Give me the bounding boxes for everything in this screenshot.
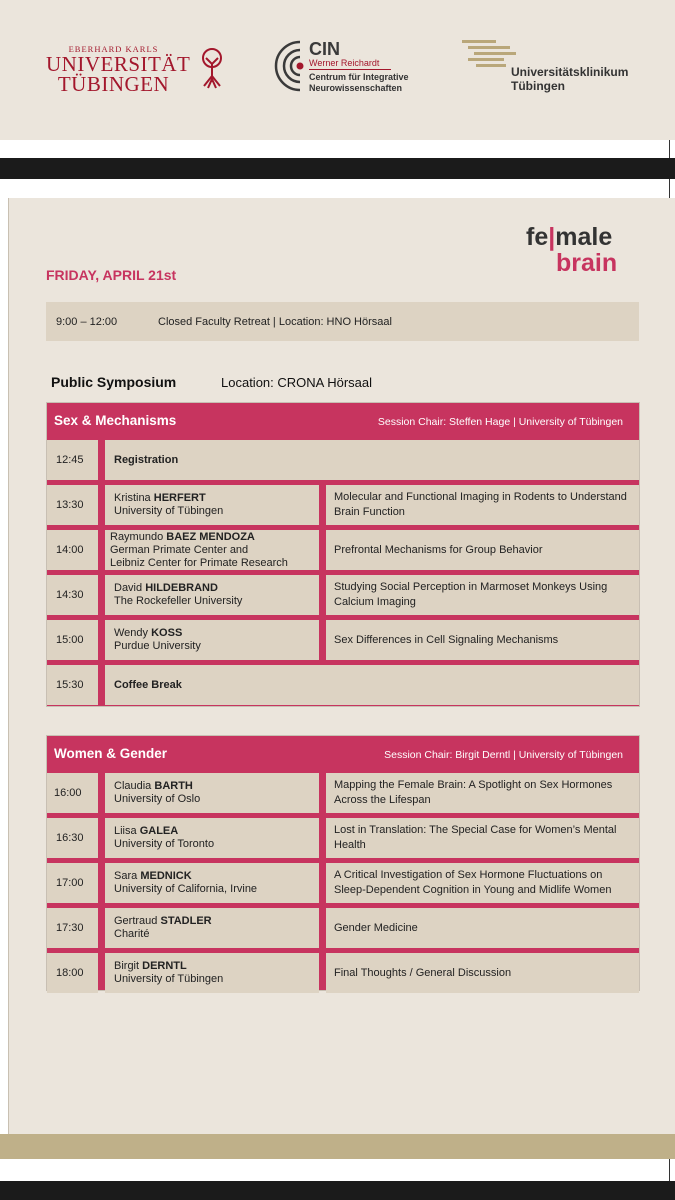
public-symposium-location: Location: CRONA Hörsaal xyxy=(221,375,373,390)
table-row xyxy=(47,620,639,660)
table-row xyxy=(47,485,639,525)
tree-icon xyxy=(198,46,226,90)
time-cell: 16:00 xyxy=(47,773,98,813)
cin-sub2: Centrum für Integrative xyxy=(309,72,409,82)
talk-title-cell: Studying Social Perception in Marmoset Monkeys Using Calcium Imaging xyxy=(326,575,639,615)
table-row xyxy=(47,773,639,813)
table-row xyxy=(47,908,639,948)
speaker-first-name: Claudia xyxy=(114,780,152,792)
retreat-desc: Closed Faculty Retreat | Location: HNO Hörsaal xyxy=(158,316,392,328)
speaker-last-name: BAEZ MENDOZA xyxy=(166,530,255,543)
speaker-last-name: HILDEBRAND xyxy=(145,582,218,594)
speaker-cell xyxy=(105,620,319,660)
cin-logo-icon xyxy=(270,38,306,94)
table-row xyxy=(47,953,639,993)
table-row xyxy=(47,665,639,705)
female-brain-logo xyxy=(526,223,618,277)
speaker-last-name: DERNTL xyxy=(142,960,187,972)
university-logo xyxy=(46,44,191,96)
speaker-first-name: Gertraud xyxy=(114,915,158,927)
speaker-affiliation: Leibniz Center for Primate Research xyxy=(110,556,288,569)
time-cell: 14:30 xyxy=(47,575,98,615)
speaker-cell xyxy=(105,530,319,570)
session-chair: Session Chair: Steffen Hage | University of Tübingen xyxy=(377,416,623,428)
speaker-affiliation: German Primate Center and xyxy=(110,543,249,556)
time-cell: 17:30 xyxy=(47,908,98,948)
divider-line xyxy=(669,140,670,158)
session-header xyxy=(47,736,639,773)
speaker-last-name: HERFERT xyxy=(153,492,206,504)
talk-title-cell: Molecular and Functional Imaging in Rodents to Understand Brain Function xyxy=(326,485,639,525)
university-logo-line2: UNIVERSITÄT xyxy=(46,52,191,76)
session-header xyxy=(47,403,639,440)
speaker-affiliation: University of California, Irvine xyxy=(114,883,258,895)
dark-bar-top xyxy=(0,158,675,179)
speaker-affiliation: University of Toronto xyxy=(114,838,215,850)
divider-line xyxy=(669,179,670,198)
divider-line xyxy=(669,1159,670,1181)
time-cell: 15:00 xyxy=(47,620,98,660)
event-cell: Registration xyxy=(105,440,639,480)
speaker-affiliation: Purdue University xyxy=(114,640,201,652)
session-title: Women & Gender xyxy=(54,746,168,761)
cin-sub3: Neurowissenschaften xyxy=(309,83,403,93)
time-cell: 13:30 xyxy=(47,485,98,525)
speaker-first-name: Wendy xyxy=(114,627,149,639)
public-symposium-title: Public Symposium xyxy=(51,374,177,390)
table-row xyxy=(47,818,639,858)
time-cell: 17:00 xyxy=(47,863,98,903)
talk-title-cell: Gender Medicine xyxy=(326,908,639,948)
table-row xyxy=(47,440,639,480)
talk-title-cell: Lost in Translation: The Special Case for Women’s Mental Health xyxy=(326,818,639,858)
speaker-last-name: STADLER xyxy=(160,915,212,927)
speaker-last-name: GALEA xyxy=(139,825,179,837)
time-cell: 12:45 xyxy=(47,440,98,480)
speaker-cell xyxy=(105,908,319,948)
speaker-first-name: Sara xyxy=(114,870,138,882)
clinic-logo xyxy=(511,65,628,93)
session-table xyxy=(46,402,640,707)
session-table xyxy=(46,735,640,991)
talk-title-cell: Sex Differences in Cell Signaling Mechanisms xyxy=(326,620,639,660)
talk-title-cell: Prefrontal Mechanisms for Group Behavior xyxy=(326,530,639,570)
cin-name: CIN xyxy=(309,39,340,59)
brand-brain: brain xyxy=(556,249,618,277)
cin-logo xyxy=(309,40,409,94)
cin-sub1: Werner Reichardt xyxy=(309,58,391,70)
speaker-first-name: Raymundo xyxy=(110,530,164,543)
speaker-last-name: MEDNICK xyxy=(140,870,192,882)
brand-male: male xyxy=(555,223,613,251)
speaker-affiliation: University of Tübingen xyxy=(114,973,224,985)
session-chair: Session Chair: Birgit Derntl | University of Tübingen xyxy=(384,749,623,761)
time-cell: 16:30 xyxy=(47,818,98,858)
speaker-cell xyxy=(105,818,319,858)
speaker-affiliation: University of Oslo xyxy=(114,793,201,805)
brand-bar: | xyxy=(548,223,556,251)
clinic-line2: Tübingen xyxy=(511,79,565,93)
talk-title-cell: Final Thoughts / General Discussion xyxy=(326,953,639,993)
table-row xyxy=(47,863,639,903)
speaker-cell xyxy=(105,953,319,993)
event-date: FRIDAY, APRIL 21st xyxy=(46,267,177,283)
speaker-last-name: BARTH xyxy=(154,780,193,792)
retreat-time: 9:00 – 12:00 xyxy=(56,316,118,328)
speaker-affiliation: The Rockefeller University xyxy=(114,595,243,607)
speaker-cell xyxy=(105,485,319,525)
talk-title-cell: A Critical Investigation of Sex Hormone Fluctuations on Sleep-Dependent Cognition in Young and Midlife Women xyxy=(326,863,639,903)
speaker-first-name: David xyxy=(114,582,143,594)
speaker-cell xyxy=(105,773,319,813)
clinic-logo-icon xyxy=(462,40,518,70)
speaker-first-name: Kristina xyxy=(114,492,151,504)
speaker-cell xyxy=(105,575,319,615)
time-cell: 15:30 xyxy=(47,665,98,705)
brand-fe: fe xyxy=(526,223,549,251)
table-row xyxy=(47,530,639,570)
dark-bar-bottom xyxy=(0,1181,675,1200)
session-title: Sex & Mechanisms xyxy=(54,413,177,428)
clinic-line1: Universitätsklinikum xyxy=(511,65,629,79)
time-cell: 14:00 xyxy=(47,530,98,570)
speaker-first-name: Birgit xyxy=(114,960,140,972)
speaker-last-name: KOSS xyxy=(151,627,183,639)
table-row xyxy=(47,575,639,615)
talk-title-cell: Mapping the Female Brain: A Spotlight on Sex Hormones Across the Lifespan xyxy=(326,773,639,813)
logo-band xyxy=(0,0,675,140)
speaker-cell xyxy=(105,863,319,903)
university-logo-line3: TÜBINGEN xyxy=(57,72,170,96)
time-cell: 18:00 xyxy=(47,953,98,993)
speaker-affiliation: University of Tübingen xyxy=(114,505,224,517)
retreat-row xyxy=(46,302,639,341)
university-logo-line1: EBERHARD KARLS xyxy=(68,44,159,54)
gold-bar-bottom xyxy=(0,1134,675,1159)
speaker-affiliation: Charité xyxy=(114,928,150,940)
event-cell: Coffee Break xyxy=(105,665,639,705)
speaker-first-name: Liisa xyxy=(114,825,137,837)
